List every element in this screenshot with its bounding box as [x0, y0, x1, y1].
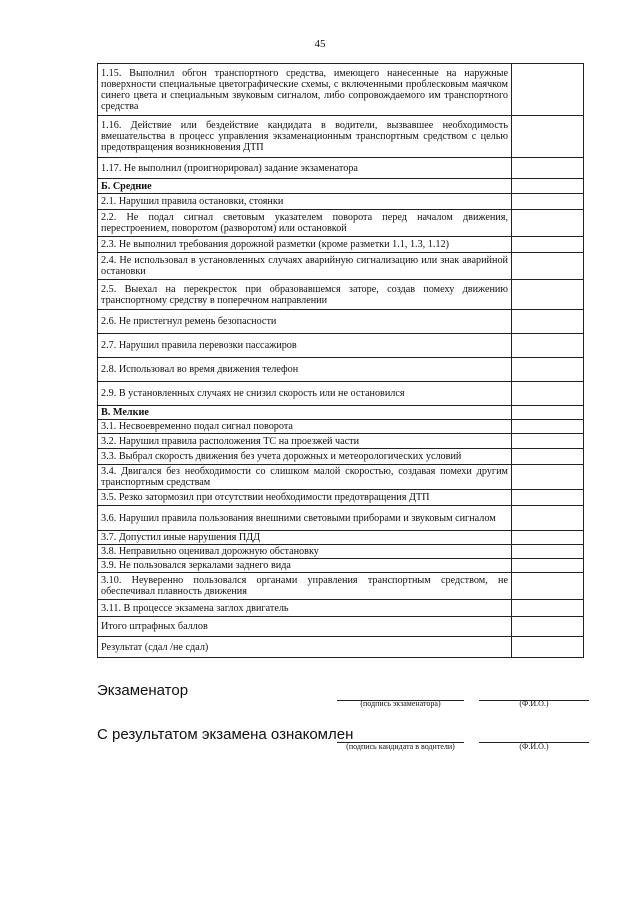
violation-text: 2.1. Нарушил правила остановки, стоянки [98, 194, 512, 210]
violation-text: 1.17. Не выполнил (проигнорировал) задание экзаменатора [98, 158, 512, 179]
score-cell[interactable] [512, 506, 584, 531]
score-cell[interactable] [512, 358, 584, 382]
table-row [98, 465, 584, 490]
table-row [98, 194, 584, 210]
table-row [98, 545, 584, 559]
table-row [98, 600, 584, 617]
violation-text: 2.4. Не использовал в установленных случаях аварийную сигнализацию или знак аварийной остановки [98, 253, 512, 280]
score-cell[interactable] [512, 179, 584, 194]
score-cell[interactable] [512, 573, 584, 600]
violation-text: 3.2. Нарушил правила расположения ТС на проезжей части [98, 434, 512, 449]
section-row [98, 406, 584, 420]
page-number: 45 [314, 38, 326, 50]
score-cell[interactable] [512, 531, 584, 545]
violation-text: 3.5. Резко затормозил при отсутствии необходимости предотвращения ДТП [98, 490, 512, 506]
table-row [98, 490, 584, 506]
score-cell[interactable] [512, 637, 584, 658]
violation-text: 3.4. Двигался без необходимости со слишком малой скоростью, создавая помехи другим транспортным средствам [98, 465, 512, 490]
examiner-name-caption: (Ф.И.О.) [519, 699, 549, 708]
violation-text: 2.3. Не выполнил требования дорожной разметки (кроме разметки 1.1, 1.3, 1.12) [98, 237, 512, 253]
section-row [98, 179, 584, 194]
score-cell[interactable] [512, 617, 584, 637]
table-row [98, 253, 584, 280]
table-row [98, 420, 584, 434]
score-cell[interactable] [512, 334, 584, 358]
table-row [98, 637, 584, 658]
table-row [98, 210, 584, 237]
score-cell[interactable] [512, 116, 584, 158]
violation-text: 3.10. Неуверенно пользовался органами управления транспортным средством, не обеспечивал плавность движения [98, 573, 512, 600]
score-cell[interactable] [512, 406, 584, 420]
examiner-signature-caption: (подпись экзаменатора) [360, 699, 441, 708]
violation-text: Итого штрафных баллов [98, 617, 512, 637]
violation-text: 2.9. В установленных случаях не снизил скорость или не остановился [98, 382, 512, 406]
violation-text: 2.2. Не подал сигнал световым указателем поворота перед началом движения, перестроением, поворотом (разворотом) или остановкой [98, 210, 512, 237]
violation-text: 1.16. Действие или бездействие кандидата в водители, вызвавшее необходимость вмешательства в процесс управления экзаменационным транспортным средством с целью предотвращения возникновения ДТП [98, 116, 512, 158]
violation-text: 3.6. Нарушил правила пользования внешними световыми приборами и звуковым сигналом [98, 506, 512, 531]
score-cell[interactable] [512, 490, 584, 506]
violation-text: 3.11. В процессе экзамена заглох двигатель [98, 600, 512, 617]
score-cell[interactable] [512, 194, 584, 210]
score-cell[interactable] [512, 158, 584, 179]
acknowledged-title: С результатом экзамена ознакомлен [97, 726, 354, 743]
violation-text: 3.9. Не пользовался зеркалами заднего вида [98, 559, 512, 573]
score-cell[interactable] [512, 420, 584, 434]
score-cell[interactable] [512, 253, 584, 280]
score-cell[interactable] [512, 559, 584, 573]
candidate-name-caption: (Ф.И.О.) [519, 742, 549, 751]
score-cell[interactable] [512, 449, 584, 465]
violations-table [97, 63, 584, 658]
violation-text: 3.7. Допустил иные нарушения ПДД [98, 531, 512, 545]
score-cell[interactable] [512, 465, 584, 490]
table-row [98, 531, 584, 545]
section-heading: В. Мелкие [98, 406, 512, 420]
score-cell[interactable] [512, 210, 584, 237]
score-cell[interactable] [512, 280, 584, 310]
table-row [98, 573, 584, 600]
table-row [98, 382, 584, 406]
violation-text: 2.5. Выехал на перекресток при образовавшемся заторе, создав помеху движению транспортному средству в поперечном направлении [98, 280, 512, 310]
score-cell[interactable] [512, 434, 584, 449]
table-row [98, 334, 584, 358]
score-cell[interactable] [512, 545, 584, 559]
table-row [98, 280, 584, 310]
table-row [98, 64, 584, 116]
violation-text: 3.8. Неправильно оценивал дорожную обстановку [98, 545, 512, 559]
table-row [98, 617, 584, 637]
score-cell[interactable] [512, 237, 584, 253]
violation-text: 2.7. Нарушил правила перевозки пассажиров [98, 334, 512, 358]
table-row [98, 434, 584, 449]
table-row [98, 358, 584, 382]
table-row [98, 158, 584, 179]
table-row [98, 506, 584, 531]
violation-text: 3.3. Выбрал скорость движения без учета дорожных и метеорологических условий [98, 449, 512, 465]
score-cell[interactable] [512, 64, 584, 116]
violation-text: 2.8. Использовал во время движения телефон [98, 358, 512, 382]
table-row [98, 559, 584, 573]
violation-text: 2.6. Не пристегнул ремень безопасности [98, 310, 512, 334]
section-heading: Б. Средние [98, 179, 512, 194]
candidate-signature-caption: (подпись кандидата в водители) [346, 742, 455, 751]
table-row [98, 116, 584, 158]
table-row [98, 449, 584, 465]
violation-text: 1.15. Выполнил обгон транспортного средства, имеющего нанесенные на наружные поверхности специальные цветографические схемы, с включенными проблесковым маячком синего цвета и специальным звуковым сигналом, либо сопровождаемого им транспортного средства [98, 64, 512, 116]
table-row [98, 310, 584, 334]
violation-text: 3.1. Несвоевременно подал сигнал поворота [98, 420, 512, 434]
score-cell[interactable] [512, 600, 584, 617]
examiner-title: Экзаменатор [97, 682, 189, 699]
score-cell[interactable] [512, 310, 584, 334]
score-cell[interactable] [512, 382, 584, 406]
table-row [98, 237, 584, 253]
violation-text: Результат (сдал /не сдал) [98, 637, 512, 658]
